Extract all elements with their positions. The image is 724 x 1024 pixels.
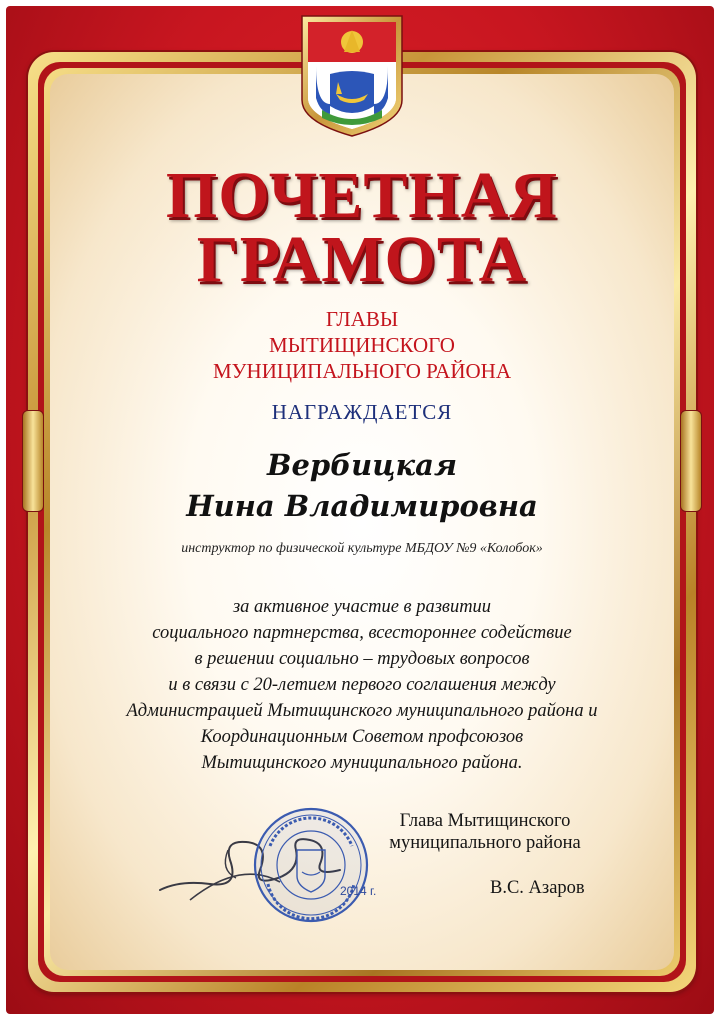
- coat-of-arms-icon: [300, 14, 404, 138]
- signature-title-line1: Глава Мытищинского: [399, 811, 571, 831]
- recipient-name: Нина Владимировна: [186, 489, 538, 523]
- awarded-label: НАГРАЖДАЕТСЯ: [271, 400, 453, 424]
- signature-title-line2: муниципального района: [389, 833, 581, 853]
- issuer-line1: ГЛАВЫ: [325, 307, 399, 331]
- issuer-line2: МЫТИЩИНСКОГО: [269, 333, 455, 357]
- award-reason: [60, 594, 664, 776]
- recipient-surname: Вербицкая: [266, 448, 458, 482]
- award-reason-line: социального партнерства, всестороннее содействие: [152, 623, 572, 643]
- signer-name: В.С. Азаров: [490, 878, 585, 898]
- issuer-line3: МУНИЦИПАЛЬНОГО РАЙОНА: [212, 359, 512, 383]
- award-reason-line: Мытищинского муниципального района.: [201, 753, 523, 773]
- certificate-title-line2: ГРАМОТА: [196, 223, 528, 296]
- stamp-year: 2014 г.: [340, 884, 377, 898]
- recipient-position: инструктор по физической культуре МБДОУ №9 «Колобок»: [181, 541, 543, 556]
- award-reason-line: Администрацией Мытищинского муниципального района и: [126, 701, 598, 721]
- award-reason-line: в решении социально – трудовых вопросов: [194, 649, 530, 669]
- certificate-title-line1: ПОЧЕТНАЯ: [165, 159, 559, 232]
- award-reason-line: за активное участие в развитии: [232, 597, 492, 617]
- award-reason-line: Координационным Советом профсоюзов: [200, 727, 524, 747]
- award-reason-line: и в связи с 20-летием первого соглашения между: [168, 675, 556, 695]
